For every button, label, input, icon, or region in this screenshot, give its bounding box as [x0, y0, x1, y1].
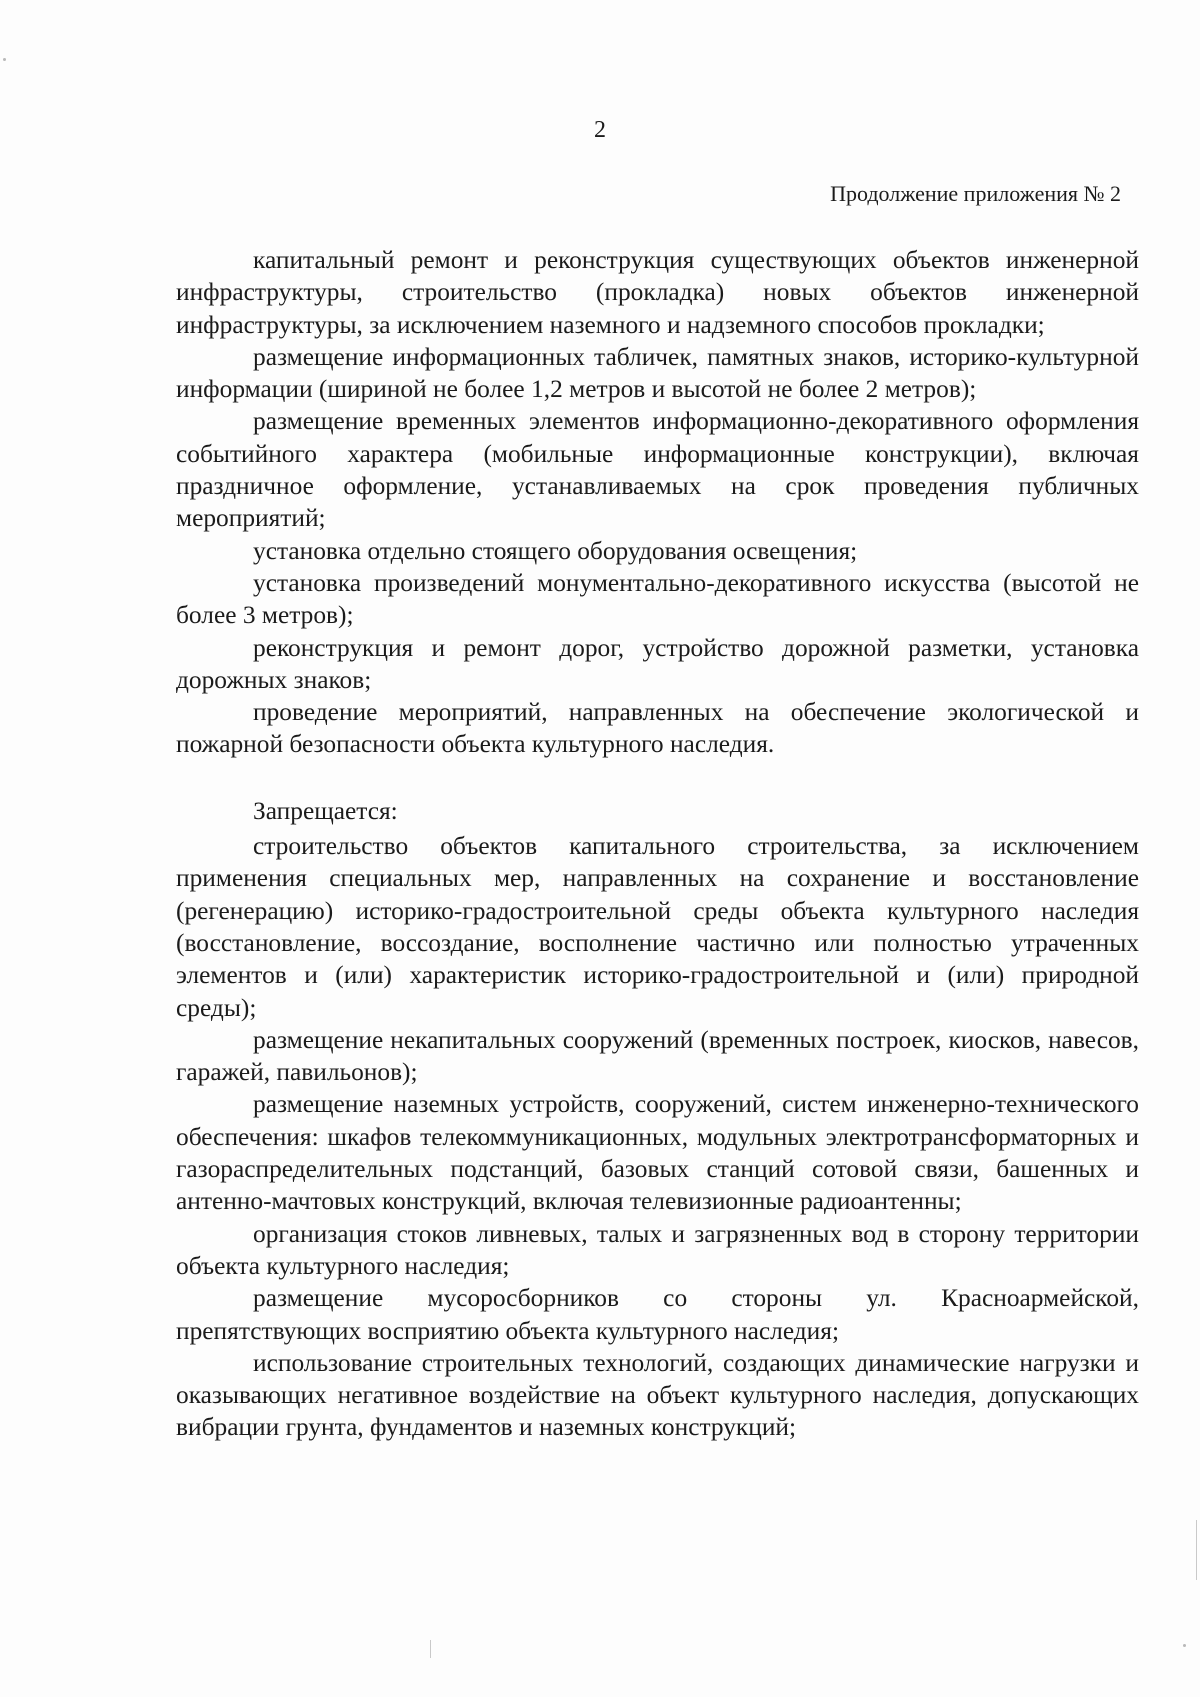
scan-edge-mark: [430, 1640, 431, 1658]
prohibited-item: размещение некапитальных сооружений (временных построек, киосков, навесов, гаражей, павильонов);: [176, 1025, 1139, 1087]
allowed-item: реконструкция и ремонт дорог, устройство дорожной разметки, установка дорожных знаков;: [176, 633, 1139, 694]
allowed-item: установка отдельно стоящего оборудования освещения;: [253, 536, 858, 565]
scan-edge-mark: [1196, 1520, 1197, 1580]
document-body: [176, 244, 1139, 1444]
prohibited-item: размещение мусоросборников со стороны ул. Красноармейской, препятствующих восприятию объекта культурного наследия;: [176, 1284, 1139, 1345]
allowed-item: капитальный ремонт и реконструкция существующих объектов инженерной инфраструктуры, строительство (прокладка) новых объектов инженерной инфраструктуры, за исключением наземного и надземного способов прокладки;: [176, 246, 1139, 339]
prohibited-item: строительство объектов капитального строительства, за исключением применения специальных мер, направленных на сохранение и восстановление (регенерацию) историко-градостроительной среды объекта культурного наследия (восстановление, воссоздание, восполнение частично или полностью утраченных элементов и (или) характеристик историко-градостроительной и (или) природной среды);: [176, 832, 1139, 1022]
prohibited-item: использование строительных технологий, создающих динамические нагрузки и оказывающих негативное воздействие на объект культурного наследия, допускающих вибрации грунта, фундаментов и наземных конструкций;: [176, 1348, 1139, 1442]
allowed-item: проведение мероприятий, направленных на обеспечение экологической и пожарной безопасности объекта культурного наследия.: [176, 698, 1139, 759]
prohibited-section-heading: Запрещается:: [253, 796, 398, 825]
prohibited-item: размещение наземных устройств, сооружений, систем инженерно-технического обеспечения: шкафов телекоммуникационных, модульных электротрансформаторных и газораспределительных подстанций, базовых станций сотовой связи, башенных и антенно-мачтовых конструкций, включая телевизионные радиоантенны;: [176, 1090, 1139, 1216]
scan-speck: [3, 58, 6, 61]
appendix-continuation-note: Продолжение приложения № 2: [830, 181, 1121, 206]
allowed-item: размещение временных элементов информационно-декоративного оформления событийного характера (мобильные информационные конструкции), включая праздничное оформление, устанавливаемых на срок проведения публичных мероприятий;: [176, 407, 1139, 533]
allowed-item: размещение информационных табличек, памятных знаков, историко-культурной информации (шириной не более 1,2 метров и высотой не более 2 метров);: [176, 342, 1139, 404]
prohibited-item: организация стоков ливневых, талых и загрязненных вод в сторону территории объекта культурного наследия;: [176, 1219, 1139, 1280]
scan-speck: [1183, 1644, 1186, 1647]
page-number: 2: [594, 117, 606, 143]
allowed-item: установка произведений монументально-декоративного искусства (высотой не более 3 метров);: [176, 568, 1139, 630]
